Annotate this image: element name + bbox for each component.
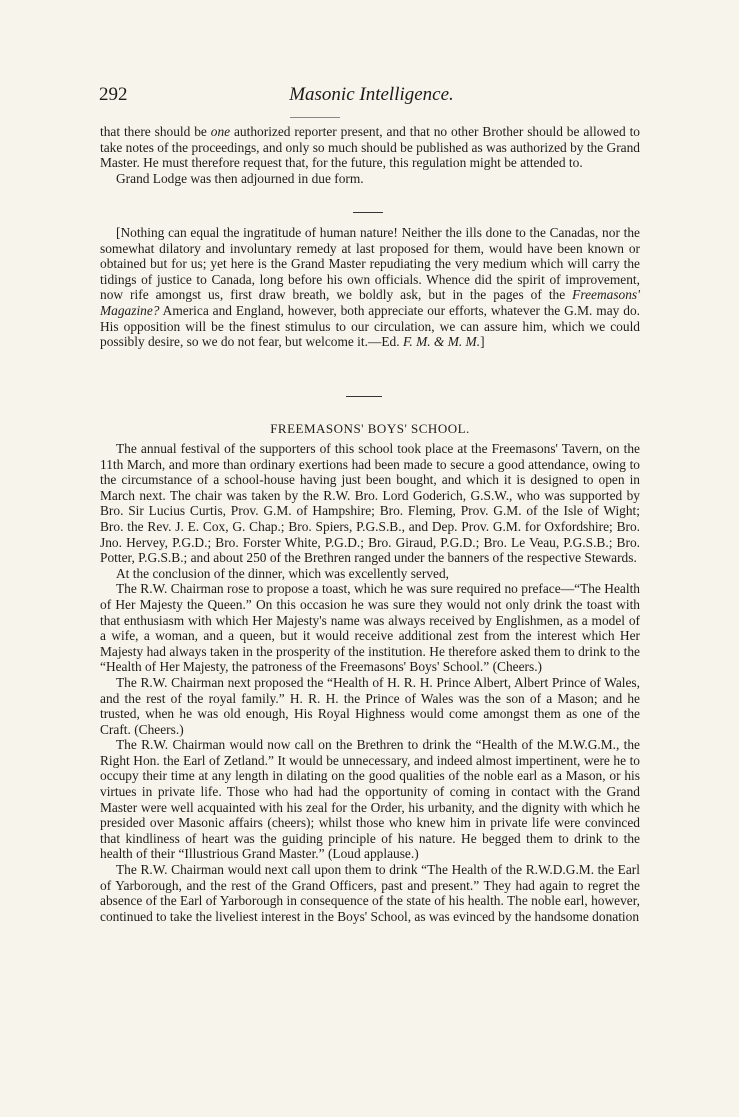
page-number: 292 (99, 84, 128, 105)
section-divider (346, 396, 382, 397)
adjournment-paragraph: Grand Lodge was then adjourned in due form. (116, 170, 364, 186)
report-conclusion (100, 124, 640, 186)
article-paragraph: The R.W. Chairman would next call upon them to drink “The Health of the R.W.D.G.M. the Earl of Yarborough, and the rest of the Grand Officers, past and present.” They had again to regret the absence of the Earl of Yarborough in consequence of the state of his health. The noble earl, however, continued to take the liveliest interest in the Boys' School, as was evinced by the handsome donation (100, 862, 640, 924)
page-header (99, 84, 644, 110)
text-run: [Nothing can equal the ingratitude of human nature! Neither the ills done to the Canadas, nor the somewhat dilatory and involuntary remedy at last proposed for them, would have been known or obtained but for us; yet here is the Grand Master repudiating the very medium which will carry the tidings of justice to Canada, long before his own officials. Whence did the spirit of improvement, now rife amongst us, first draw breath, we boldly ask, but in the pages of the (100, 225, 640, 303)
article-paragraph: The R.W. Chairman next proposed the “Health of H. R. H. Prince Albert, Albert Prince of Wales, and the rest of the royal family.” H. R. H. the Prince of Wales was the son of a Mason; and he trusted, when he was old enough, His Royal Highness would come amongst them as one of the Craft. (Cheers.) (100, 674, 640, 737)
editor-signature: F. M. & M. M. (402, 334, 481, 350)
article-body (100, 441, 640, 924)
emphasis: one (210, 124, 231, 139)
text-run: authorized reporter present, and that no other Brother should be allowed to take notes of the proceedings, and only so much should be published as was authorized by the Grand Master. He must therefore request that, for the future, this regulation might be attended to. (100, 124, 641, 171)
section-divider (353, 212, 383, 213)
magazine-title: Freemasons' Magazine? (100, 287, 640, 318)
text-run: ] (480, 334, 485, 350)
article-title: FREEMASONS' BOYS' SCHOOL. (270, 421, 470, 436)
editorial-paragraph (100, 225, 640, 350)
article-paragraph: The R.W. Chairman would now call on the Brethren to drink the “Health of the M.W.G.M., the Right Hon. the Earl of Zetland.” It would be unnecessary, and indeed almost impertinent, were he to occupy their time at any length in dilating on the good qualities of the noble earl as a Mason, or his virtues in private life. Those who had had the opportunity of coming in contact with the Grand Master were well acquainted with his zeal for the Order, his urbanity, and the dignity with which he presided over Masonic affairs (cheers); whilst those who knew him in private life were convinced that kindliness of heart was the guiding principle of his nature. He begged them to drink to the health of their “Illustrious Grand Master.” (Loud applause.) (100, 737, 640, 862)
text-run: that there should be (100, 124, 211, 139)
text-run: America and England, however, both appreciate our efforts, whatever the G.M. may do. His opposition will be the finest stimulus to our circulation, we can assure him, which we could possibly desire, so we do not fear, but welcome it.—Ed. (100, 302, 640, 350)
article-paragraph: At the conclusion of the dinner, which was excellently served, (116, 565, 450, 581)
editorial-note (100, 225, 640, 350)
report-paragraph (100, 124, 640, 171)
article-paragraph: The annual festival of the supporters of this school took place at the Freemasons' Tavern, on the 11th March, and more than ordinary exertions had been made to secure a good attendance, owing to the circumstance of a school-house having just been bought, and which it is designed to open in March next. The chair was taken by the R.W. Bro. Lord Goderich, G.S.W., who was supported by Bro. Sir Lucius Curtis, Prov. G.M. of Hampshire; Bro. Fleming, Prov. G.M. of the Isle of Wight; Bro. the Rev. J. E. Cox, G. Chap.; Bro. Spiers, P.G.S.B., and Dep. Prov. G.M. for Oxfordshire; Bro. Jno. Hervey, P.G.D.; Bro. Forster White, P.G.D.; Bro. Giraud, P.G.D.; Bro. Le Veau, P.G.S.B.; Bro. Potter, P.G.S.B.; and about 250 of the Brethren ranged under the banners of the respective Stewards. (100, 441, 640, 566)
header-rule (290, 117, 340, 118)
article-paragraph: The R.W. Chairman rose to propose a toast, which he was sure required no preface—“The Health of Her Majesty the Queen.” On this occasion he was sure they would not only drink the toast with that enthusiasm with which Her Majesty's name was always received by Englishmen, as a model of a wife, a woman, and a queen, but it would receive additional zest from the interest which Her Majesty had always taken in the prosperity of the institution. He therefore asked them to drink to the “Health of Her Majesty, the patroness of the Freemasons' Boys' School.” (Cheers.) (100, 581, 640, 675)
running-head: Masonic Intelligence. (289, 84, 454, 105)
